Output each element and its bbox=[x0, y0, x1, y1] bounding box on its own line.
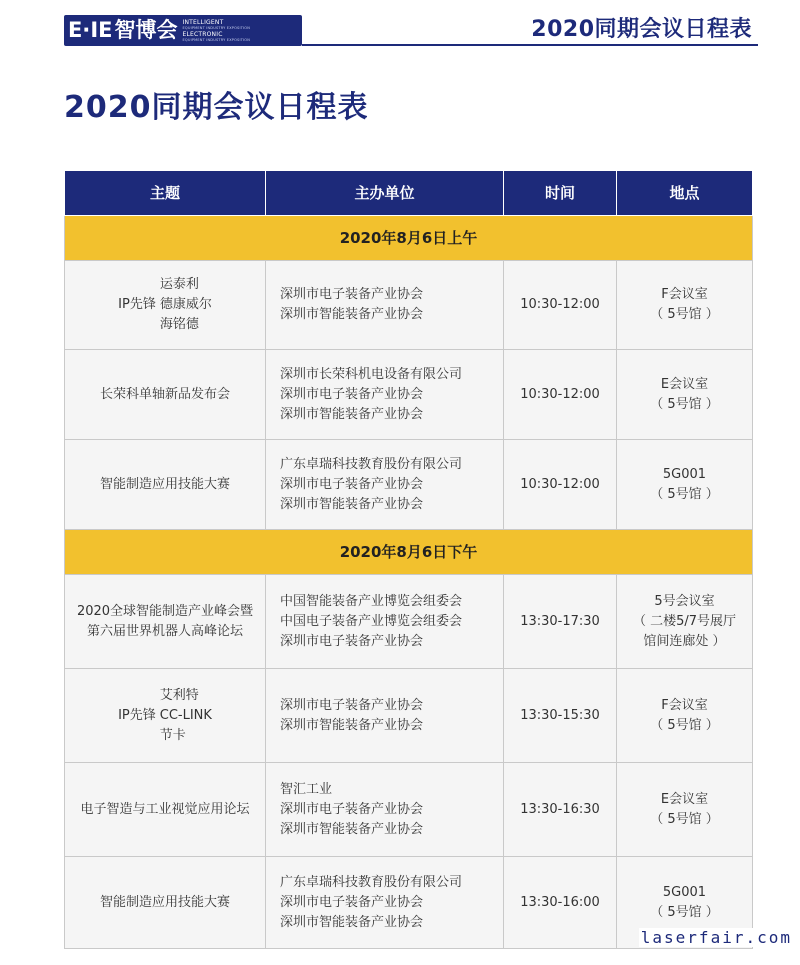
topic-name: 海铭德 bbox=[159, 317, 199, 332]
cell-location bbox=[617, 575, 753, 669]
location-line: 5号会议室 bbox=[654, 593, 715, 609]
section-row bbox=[65, 216, 753, 261]
topic-name: 德康威尔 bbox=[159, 297, 212, 312]
organizer-name: 智汇工业 bbox=[280, 781, 333, 797]
logo-sub-electronic-desc: EQUIPMENT INDUSTRY EXPOSITION bbox=[182, 37, 251, 42]
section-date-label: 2020年8月6日上午 bbox=[65, 216, 753, 261]
table-row bbox=[65, 261, 753, 350]
cell-organizer bbox=[266, 440, 504, 530]
organizer-name: 广东卓瑞科技教育股份有限公司 bbox=[280, 456, 463, 472]
topic-names bbox=[160, 686, 212, 746]
cell-time: 10:30-12:00 bbox=[504, 350, 617, 440]
organizer-name: 中国智能装备产业博览会组委会 bbox=[280, 593, 463, 609]
topic-line: 智能制造应用技能大赛 bbox=[99, 894, 230, 910]
table-row bbox=[65, 350, 753, 440]
expo-logo[interactable] bbox=[64, 15, 302, 46]
location-line: 5G001 bbox=[662, 884, 707, 900]
logo-name: 智博会 bbox=[114, 18, 178, 42]
table-row bbox=[65, 440, 753, 530]
location-line: E会议室 bbox=[660, 376, 709, 392]
organizer-name: 深圳市电子装备产业协会 bbox=[280, 476, 424, 492]
cell-location bbox=[617, 350, 753, 440]
organizer-name: 深圳市智能装备产业协会 bbox=[280, 717, 424, 733]
logo-mark: E∙IE bbox=[68, 18, 113, 42]
organizer-name: 深圳市智能装备产业协会 bbox=[280, 406, 424, 422]
location-line: （ 5号馆 ） bbox=[650, 307, 719, 322]
organizer-name: 深圳市长荣科机电设备有限公司 bbox=[280, 366, 463, 382]
location-line: 5G001 bbox=[662, 466, 707, 482]
topic-name: 节卡 bbox=[159, 727, 186, 743]
table-row bbox=[65, 763, 753, 857]
schedule-body bbox=[65, 216, 753, 949]
organizer-name: 深圳市智能装备产业协会 bbox=[280, 307, 424, 322]
location-line: （ 5号馆 ） bbox=[650, 486, 719, 502]
logo-sub-intelligent-desc: EQUIPMENT INDUSTRY EXPOSITION bbox=[182, 25, 251, 30]
column-header-organizer: 主办单位 bbox=[266, 171, 504, 216]
logo-subtitle bbox=[182, 19, 250, 43]
cell-organizer bbox=[266, 575, 504, 669]
organizer-name: 深圳市智能装备产业协会 bbox=[280, 496, 424, 512]
cell-topic bbox=[65, 261, 266, 350]
schedule-table bbox=[64, 170, 753, 949]
location-line: （ 二楼5/7号展厅 bbox=[632, 613, 737, 629]
cell-topic bbox=[65, 763, 266, 857]
cell-organizer bbox=[266, 350, 504, 440]
cell-location bbox=[617, 763, 753, 857]
location-line: F会议室 bbox=[661, 697, 708, 713]
cell-time: 13:30-17:30 bbox=[504, 575, 617, 669]
cell-topic bbox=[65, 857, 266, 949]
table-header-row bbox=[65, 171, 753, 216]
topic-prefix: IP先锋 bbox=[118, 707, 156, 723]
cell-topic bbox=[65, 575, 266, 669]
cell-time: 13:30-15:30 bbox=[504, 669, 617, 763]
watermark: laserfair.com bbox=[640, 928, 792, 947]
location-line: 馆间连廊处 ） bbox=[643, 633, 726, 649]
table-row bbox=[65, 669, 753, 763]
cell-location bbox=[617, 669, 753, 763]
organizer-name: 深圳市电子装备产业协会 bbox=[280, 386, 424, 402]
cell-organizer bbox=[266, 261, 504, 350]
location-line: （ 5号馆 ） bbox=[650, 904, 719, 920]
cell-organizer bbox=[266, 763, 504, 857]
table-row bbox=[65, 575, 753, 669]
cell-time: 13:30-16:30 bbox=[504, 763, 617, 857]
page-title: 2020同期会议日程表 bbox=[64, 90, 369, 125]
location-line: E会议室 bbox=[660, 791, 709, 807]
topic-line: 长荣科单轴新品发布会 bbox=[99, 386, 230, 402]
topic-names bbox=[160, 275, 212, 335]
organizer-name: 广东卓瑞科技教育股份有限公司 bbox=[280, 874, 463, 890]
topic-prefix: IP先锋 bbox=[118, 297, 156, 312]
logo-sub-electronic: ELECTRONIC bbox=[182, 30, 223, 38]
cell-time: 10:30-12:00 bbox=[504, 261, 617, 350]
organizer-name: 深圳市电子装备产业协会 bbox=[280, 287, 424, 302]
column-header-location: 地点 bbox=[617, 171, 753, 216]
organizer-name: 深圳市智能装备产业协会 bbox=[280, 821, 424, 837]
section-row bbox=[65, 530, 753, 575]
column-header-topic: 主题 bbox=[65, 171, 266, 216]
organizer-name: 深圳市电子装备产业协会 bbox=[280, 697, 424, 713]
topic-line: 2020全球智能制造产业峰会暨 bbox=[76, 603, 254, 619]
cell-topic bbox=[65, 669, 266, 763]
column-header-time: 时间 bbox=[504, 171, 617, 216]
topic-line: 智能制造应用技能大赛 bbox=[99, 476, 230, 492]
organizer-name: 深圳市电子装备产业协会 bbox=[280, 633, 424, 649]
cell-topic bbox=[65, 440, 266, 530]
organizer-name: 深圳市智能装备产业协会 bbox=[280, 914, 424, 930]
header-title: 2020同期会议日程表 bbox=[531, 17, 752, 42]
location-line: F会议室 bbox=[661, 287, 708, 302]
topic-name: 运泰利 bbox=[159, 277, 199, 292]
section-date-label: 2020年8月6日下午 bbox=[65, 530, 753, 575]
logo-sub-intelligent: INTELLIGENT bbox=[182, 18, 224, 26]
topic-group bbox=[71, 686, 259, 746]
location-line: （ 5号馆 ） bbox=[650, 811, 719, 827]
cell-location bbox=[617, 440, 753, 530]
topic-name: 艾利特 bbox=[159, 687, 199, 703]
organizer-name: 中国电子装备产业博览会组委会 bbox=[280, 613, 463, 629]
cell-organizer bbox=[266, 669, 504, 763]
cell-location bbox=[617, 261, 753, 350]
organizer-name: 深圳市电子装备产业协会 bbox=[280, 894, 424, 910]
topic-group bbox=[71, 275, 259, 335]
cell-time: 10:30-12:00 bbox=[504, 440, 617, 530]
organizer-name: 深圳市电子装备产业协会 bbox=[280, 801, 424, 817]
topic-name: CC-LINK bbox=[159, 707, 212, 723]
page-header bbox=[0, 0, 800, 48]
header-divider bbox=[302, 44, 758, 46]
topic-line: 电子智造与工业视觉应用论坛 bbox=[80, 801, 250, 817]
cell-organizer bbox=[266, 857, 504, 949]
topic-line: 第六届世界机器人高峰论坛 bbox=[86, 623, 243, 639]
location-line: （ 5号馆 ） bbox=[650, 396, 719, 412]
cell-topic bbox=[65, 350, 266, 440]
cell-time: 13:30-16:00 bbox=[504, 857, 617, 949]
location-line: （ 5号馆 ） bbox=[650, 717, 719, 733]
